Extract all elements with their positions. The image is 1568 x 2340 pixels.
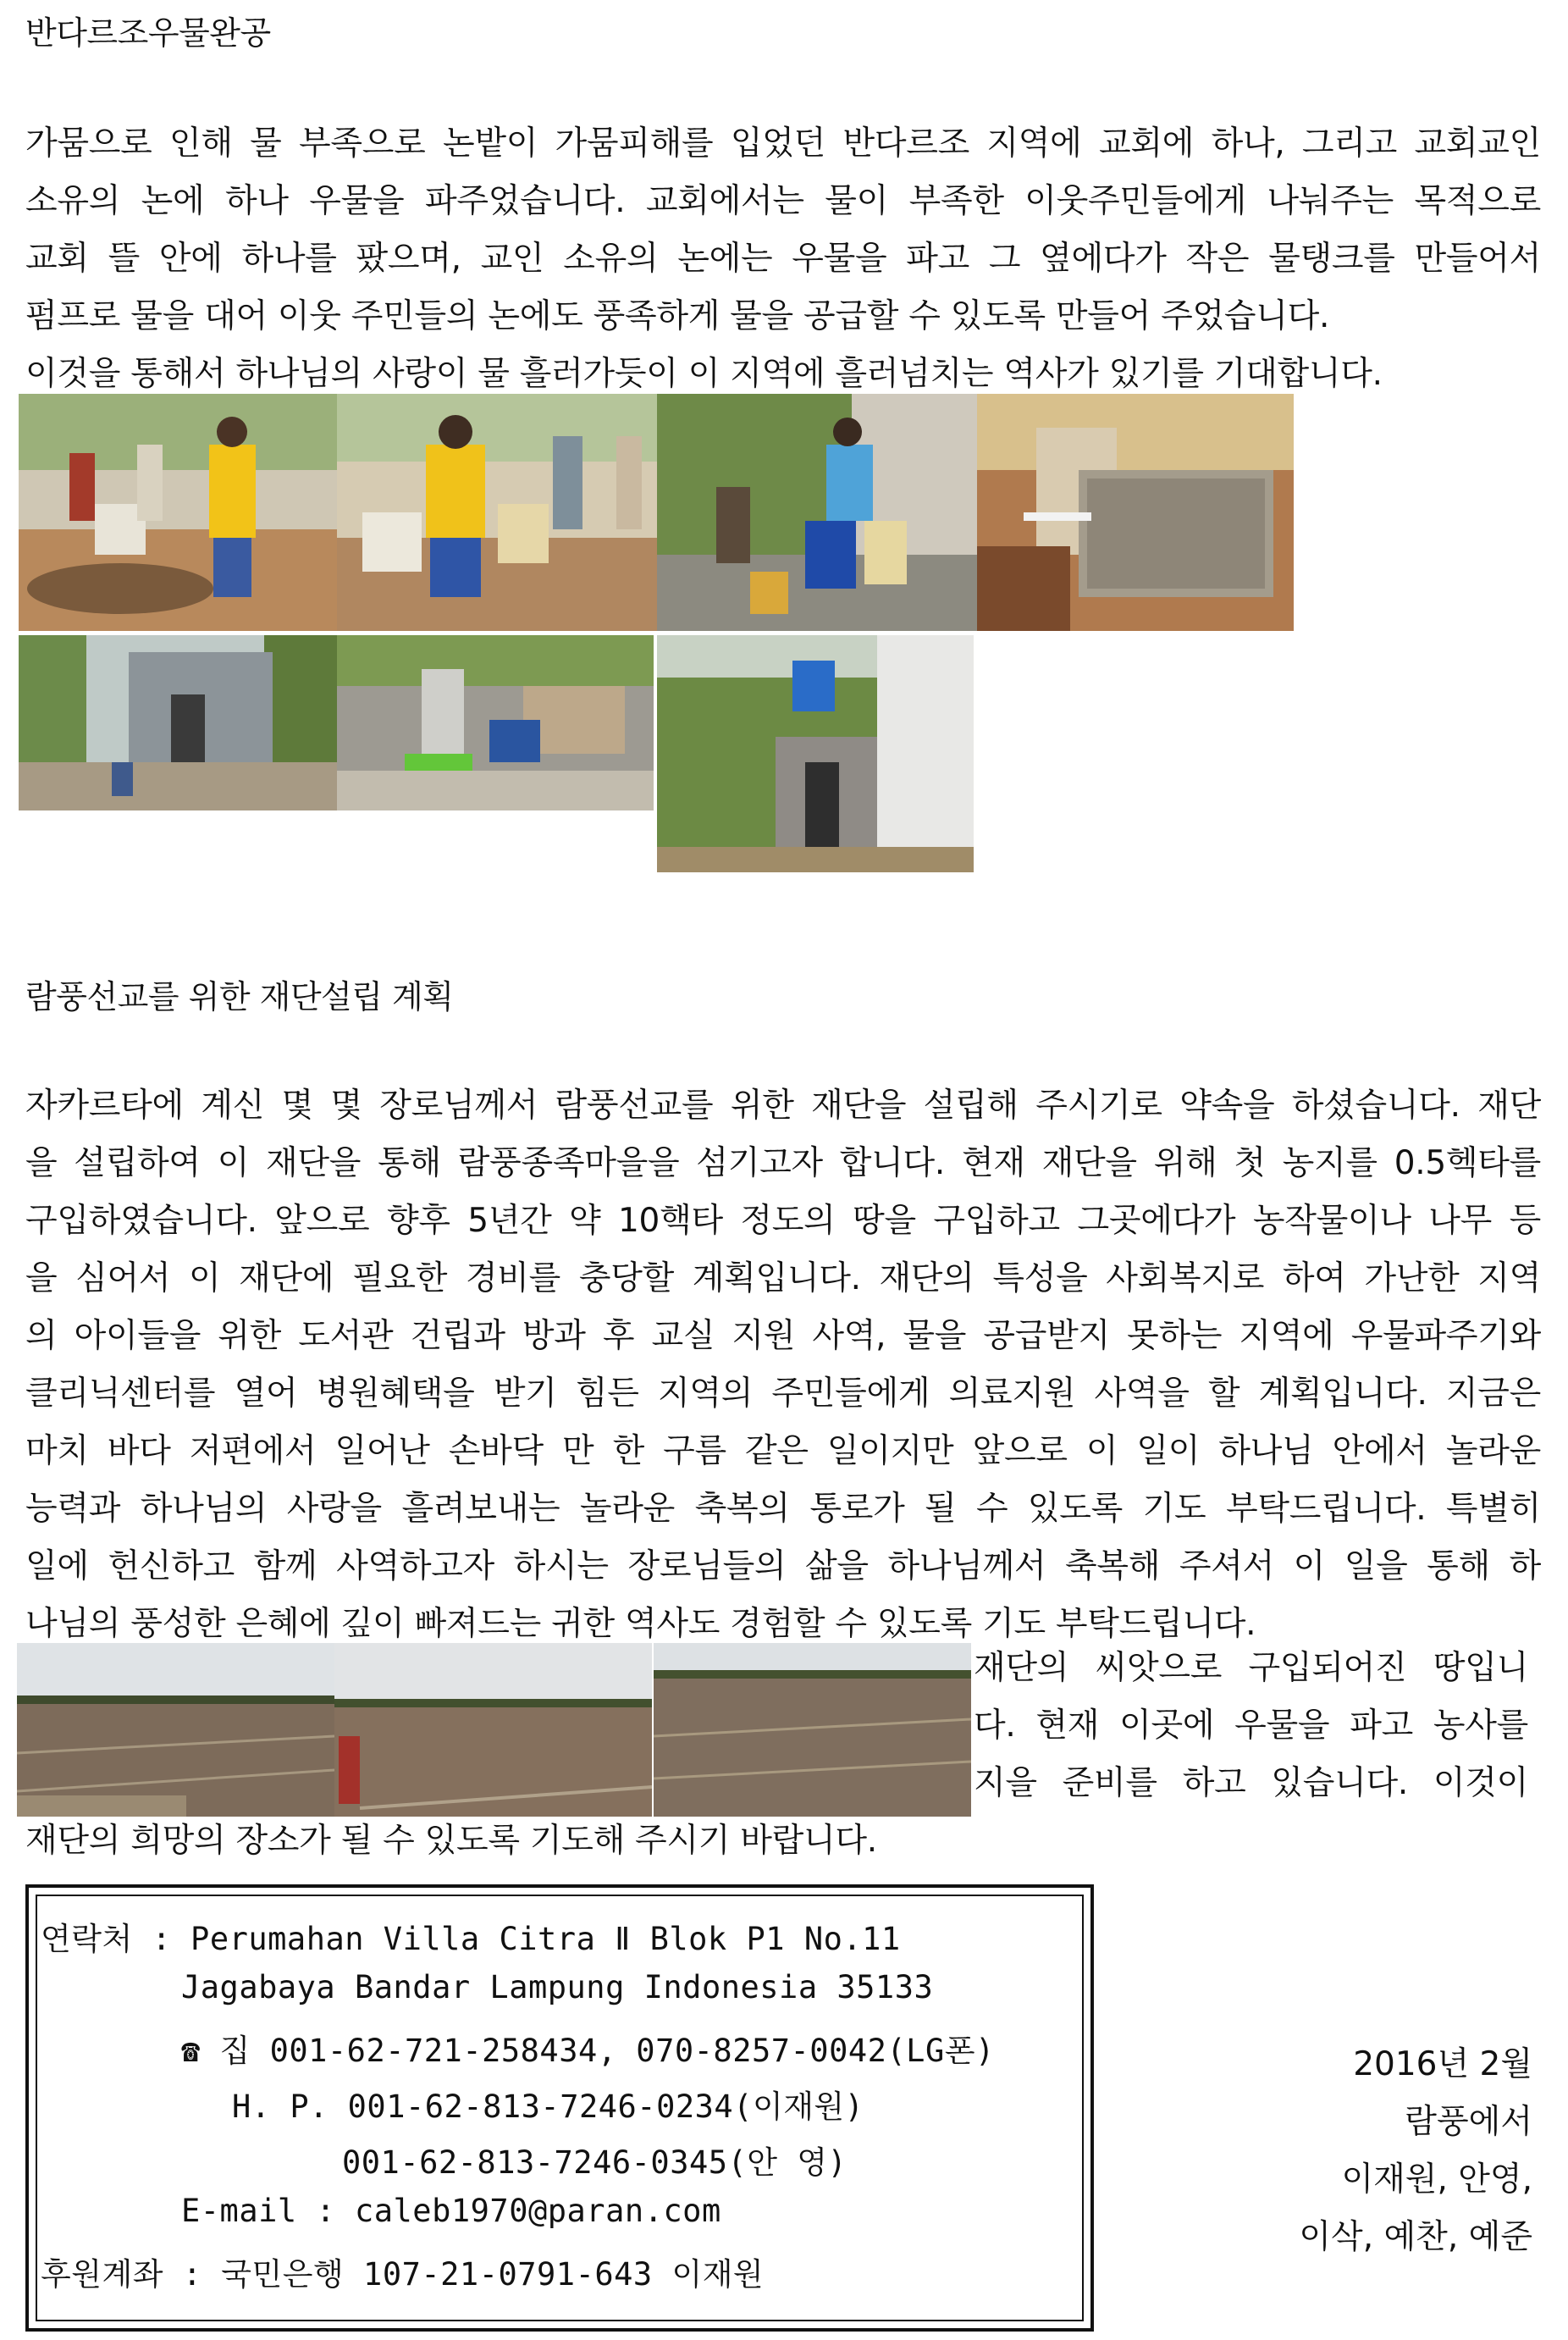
photo-women-wheelbarrow-1 <box>19 394 337 631</box>
para-line: 일에 헌신하고 함께 사역하고자 하시는 장로님들의 삶을 하나님께서 축복해 주셔서 이 일을 통해 하 <box>25 1547 1541 1585</box>
photo-girls-water-cans <box>657 394 977 631</box>
caption-line: 다. 현재 이곳에 우물을 파고 농사를 <box>974 1707 1528 1745</box>
contact-mobile-1: H. P. 001-62-813-7246-0234(이재원) <box>232 2088 864 2125</box>
contact-phone-home: ☎ 집 001-62-721-258434, 070-8257-0042(LG폰) <box>181 2033 995 2069</box>
section1-paragraph <box>25 115 1541 403</box>
para-line: 가뭄으로 인해 물 부족으로 논밭이 가뭄피해를 입었던 반다르조 지역에 교회에 하나, 그리고 교회교인 <box>25 124 1541 163</box>
contact-bank-account: 후원계좌 : 국민은행 107-21-0791-643 이재원 <box>41 2256 765 2293</box>
section1-title: 반다르조우물완공 <box>25 14 271 52</box>
photo-women-wheelbarrow-2 <box>337 394 657 631</box>
closing-line <box>25 1812 1541 1870</box>
para-line: 소유의 논에 하나 우물을 파주었습니다. 교회에서는 물이 부족한 이웃주민들에게 나눠주는 목적으로 <box>25 182 1541 220</box>
signature-block <box>1299 2036 1532 2266</box>
photo-new-house <box>19 635 337 810</box>
caption-line: 지을 준비를 하고 있습니다. 이것이 <box>974 1764 1528 1802</box>
signature-names-2: 이삭, 예찬, 예준 <box>1299 2218 1532 2256</box>
signature-names-1: 이재원, 안영, <box>1341 2160 1532 2199</box>
para-line: 구입하였습니다. 앞으로 향후 5년간 약 10핵타 정도의 땅을 구입하고 그곳에다가 농작물이나 나무 등 <box>25 1202 1541 1240</box>
field-caption <box>974 1640 1528 1812</box>
para-line: 의 아이들을 위한 도서관 건립과 방과 후 교실 지원 사역, 물을 공급받지 못하는 지역에 우물파주기와 <box>25 1317 1541 1355</box>
photo-field-2 <box>334 1643 652 1817</box>
photo-field-3 <box>654 1643 971 1817</box>
para-line: 마치 바다 저편에서 일어난 손바닥 만 한 구름 같은 일이지만 앞으로 이 일이 하나님 안에서 놀라운 <box>25 1432 1541 1470</box>
photo-water-tank-pipe <box>977 394 1294 631</box>
para-line: 능력과 하나님의 사랑을 흘려보내는 놀라운 축복의 통로가 될 수 있도록 기도 부탁드립니다. 특별히 <box>25 1490 1541 1528</box>
section2-paragraph <box>25 1077 1541 1653</box>
para-line: 나님의 풍성한 은혜에 깊이 빠져드는 귀한 역사도 경험할 수 있도록 기도 부탁드립니다. <box>25 1605 1256 1643</box>
contact-address-line1: 연락처 : Perumahan Villa Citra Ⅱ Blok P1 No.11 <box>41 1921 901 1957</box>
photo-field-1 <box>17 1643 334 1817</box>
para-line: 펌프로 물을 대어 이웃 주민들의 논에도 풍족하게 물을 공급할 수 있도록 만들어 주었습니다. <box>25 297 1330 335</box>
caption-line: 재단의 씨앗으로 구입되어진 땅입니 <box>974 1649 1528 1687</box>
contact-box <box>25 1884 1094 2332</box>
contact-mobile-2: 001-62-813-7246-0345(안 영) <box>342 2144 847 2181</box>
signature-place: 람풍에서 <box>1405 2103 1532 2141</box>
section2-title: 람풍선교를 위한 재단설립 계획 <box>25 978 454 1015</box>
para-line: 클리닉센터를 열어 병원혜택을 받기 힘든 지역의 주민들에게 의료지원 사역을 할 계획입니다. 지금은 <box>25 1375 1541 1413</box>
photo-washing-area <box>337 635 654 810</box>
para-line: 교회 뜰 안에 하나를 팠으며, 교인 소유의 논에는 우물을 파고 그 옆에다가 작은 물탱크를 만들어서 <box>25 240 1541 278</box>
para-line: 재단의 희망의 장소가 될 수 있도록 기도해 주시기 바랍니다. <box>25 1822 877 1860</box>
contact-address-line2: Jagabaya Bandar Lampung Indonesia 35133 <box>181 1969 934 2005</box>
photo-shower-building <box>657 635 974 872</box>
para-line: 이것을 통해서 하나님의 사랑이 물 흘러가듯이 이 지역에 흘러넘치는 역사가 있기를 기대합니다. <box>25 355 1383 393</box>
para-line: 을 설립하여 이 재단을 통해 람풍종족마을을 섬기고자 합니다. 현재 재단을 위해 첫 농지를 0.5헥타를 <box>25 1144 1541 1182</box>
para-line: 자카르타에 계신 몇 몇 장로님께서 람풍선교를 위한 재단을 설립해 주시기로 약속을 하셨습니다. 재단 <box>25 1087 1541 1125</box>
para-line: 을 심어서 이 재단에 필요한 경비를 충당할 계획입니다. 재단의 특성을 사회복지로 하여 가난한 지역 <box>25 1259 1541 1297</box>
contact-email: E-mail : caleb1970@paran.com <box>181 2193 721 2229</box>
signature-date: 2016년 2월 <box>1353 2045 1532 2083</box>
